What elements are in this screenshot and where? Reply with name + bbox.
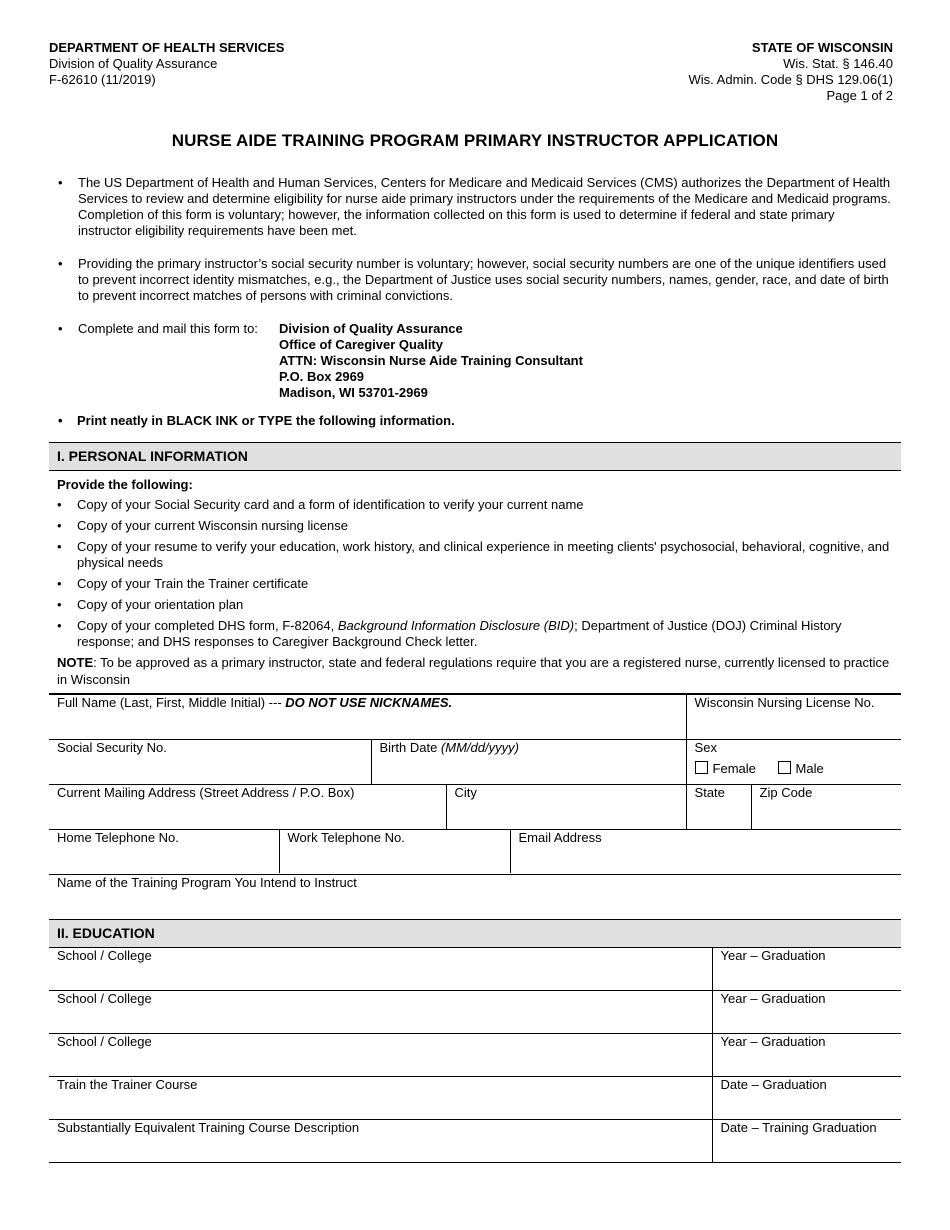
sex-options <box>695 761 894 777</box>
zip-code-field[interactable] <box>751 785 901 830</box>
graduation-date-field[interactable] <box>712 1077 901 1120</box>
male-label: Male <box>795 761 824 776</box>
intro-paragraph-cms: • The US Department of Health and Human Services, Centers for Medicare and Medicaid Services (CMS) authorizes the Department of Health Services to review and determine eligibility for nurse aide primary instructors under the requirements of the Medicare and Medicaid programs. Completion of this form is voluntary; however, the information collected on this form is used to determine if federal and state primary instructor eligibility requirements have been met. <box>49 175 891 239</box>
phone-email-table <box>49 830 901 873</box>
field-label: Social Security No. <box>57 740 167 755</box>
field-label: School / College <box>57 948 152 963</box>
education-row <box>49 1120 901 1163</box>
school-field[interactable] <box>49 991 712 1034</box>
education-row <box>49 948 901 991</box>
form-title: NURSE AIDE TRAINING PROGRAM PRIMARY INSTRUCTOR APPLICATION <box>171 131 779 150</box>
mail-line: Division of Quality Assurance <box>279 321 463 336</box>
field-label: Sex <box>694 740 717 755</box>
statute-block <box>689 40 901 104</box>
field-label: Email Address <box>518 830 602 845</box>
male-checkbox[interactable] <box>778 761 791 774</box>
state-name: STATE OF WISCONSIN <box>751 40 893 55</box>
education-row <box>49 991 901 1034</box>
list-item-text: ; Department of Justice (DOJ) Criminal History response; and DHS responses to Caregiver Background Check letter. <box>77 618 842 649</box>
field-label: Name of the Training Program You Intend to Instruct <box>57 875 357 890</box>
statute-ref: Wis. Stat. § 146.40 <box>783 56 893 71</box>
list-item: • Copy of your current Wisconsin nursing license <box>57 518 891 534</box>
mail-line: Office of Caregiver Quality <box>279 337 443 352</box>
license-number-field[interactable] <box>686 694 901 740</box>
equivalent-course-field[interactable] <box>49 1120 712 1163</box>
field-label: City <box>454 785 477 800</box>
training-program-field[interactable] <box>49 875 901 920</box>
list-item <box>57 618 891 650</box>
email-field[interactable] <box>510 830 901 873</box>
ssn-field[interactable] <box>49 740 371 785</box>
provide-heading: Provide the following: <box>57 477 193 492</box>
form-number: F-62610 (11/2019) <box>49 72 156 87</box>
field-label: Date – Training Graduation <box>720 1120 877 1135</box>
division-name: Division of Quality Assurance <box>49 56 218 71</box>
graduation-year-field[interactable] <box>712 1034 901 1077</box>
full-name-field[interactable] <box>49 694 686 740</box>
school-field[interactable] <box>49 948 712 991</box>
female-label: Female <box>712 761 756 776</box>
print-instruction: • Print neatly in BLACK INK or TYPE the following information. <box>49 413 891 429</box>
mail-line: P.O. Box 2969 <box>279 369 365 384</box>
personal-info-table <box>49 693 901 919</box>
note-text: : To be approved as a primary instructor, state and federal regulations require that you are a registered nurse, currently licensed to practice in Wisconsin <box>57 655 890 687</box>
form-row <box>49 694 901 740</box>
personal-info-instructions <box>49 477 901 688</box>
mail-address <box>279 321 583 401</box>
field-label: Birth Date <box>379 740 441 755</box>
sex-field <box>686 740 901 785</box>
required-documents-list <box>57 497 901 650</box>
form-row <box>49 875 901 920</box>
field-label: School / College <box>57 991 152 1006</box>
work-phone-field[interactable] <box>279 830 510 873</box>
form-row <box>49 785 901 830</box>
birth-date-field[interactable] <box>371 740 686 785</box>
mailing-address-field[interactable] <box>49 785 446 830</box>
graduation-year-field[interactable] <box>712 948 901 991</box>
field-label: Work Telephone No. <box>287 830 405 845</box>
female-checkbox[interactable] <box>695 761 708 774</box>
department-name: DEPARTMENT OF HEALTH SERVICES <box>49 40 285 55</box>
field-label: Home Telephone No. <box>57 830 179 845</box>
intro-paragraph-ssn: • Providing the primary instructor’s social security number is voluntary; however, social security numbers are one of the unique identifiers used to prevent incorrect identity mismatches, e.g., the Department of Justice uses social security numbers, names, gender, race, and date of birth to prevent incorrect matches of persons with criminal convictions. <box>49 256 891 304</box>
education-row <box>49 1034 901 1077</box>
note <box>57 654 901 688</box>
city-field[interactable] <box>446 785 686 830</box>
form-row <box>49 830 901 875</box>
section-education: II. EDUCATION <box>49 919 901 948</box>
education-row <box>49 1077 901 1120</box>
page-number: Page 1 of 2 <box>826 88 893 103</box>
phone-email-row <box>49 830 901 875</box>
list-item: • Copy of your resume to verify your education, work history, and clinical experience in meeting clients' psychosocial, behavioral, cognitive, and physical needs <box>57 539 891 571</box>
form-page <box>49 40 901 1163</box>
list-item: • Copy of your Social Security card and a form of identification to verify your current name <box>57 497 891 513</box>
agency-block <box>49 40 284 104</box>
field-label: State <box>694 785 725 800</box>
mail-line: Madison, WI 53701-2969 <box>279 385 428 400</box>
list-item-text: Copy of your completed DHS form, F-82064, <box>77 618 338 633</box>
field-label: Wisconsin Nursing License No. <box>694 695 875 710</box>
graduation-year-field[interactable] <box>712 991 901 1034</box>
list-item: • Copy of your Train the Trainer certificate <box>57 576 891 592</box>
nickname-warning: DO NOT USE NICKNAMES. <box>285 695 453 710</box>
field-label: Date – Graduation <box>720 1077 827 1092</box>
field-label: Year – Graduation <box>720 991 826 1006</box>
field-label: Current Mailing Address (Street Address / P.O. Box) <box>57 785 355 800</box>
training-graduation-date-field[interactable] <box>712 1120 901 1163</box>
female-option[interactable] <box>695 761 756 776</box>
male-option[interactable] <box>778 761 824 776</box>
mail-label: • Complete and mail this form to: <box>78 321 258 336</box>
mail-line: ATTN: Wisconsin Nurse Aide Training Consultant <box>279 353 583 368</box>
train-the-trainer-field[interactable] <box>49 1077 712 1120</box>
state-field[interactable] <box>686 785 751 830</box>
field-label: Zip Code <box>759 785 813 800</box>
mailing-instructions <box>49 321 891 401</box>
school-field[interactable] <box>49 1034 712 1077</box>
field-label: Year – Graduation <box>720 948 826 963</box>
admin-code-ref: Wis. Admin. Code § DHS 129.06(1) <box>688 72 893 87</box>
list-item: • Copy of your orientation plan <box>57 597 891 613</box>
section-personal-information: I. PERSONAL INFORMATION <box>49 442 901 471</box>
form-header <box>49 40 901 104</box>
note-label: NOTE <box>57 655 94 670</box>
education-table <box>49 948 901 1163</box>
field-label: Substantially Equivalent Training Course Description <box>57 1120 360 1135</box>
date-format: (MM/dd/yyyy) <box>440 740 519 755</box>
form-row <box>49 740 901 785</box>
field-label: Full Name (Last, First, Middle Initial) --- <box>57 695 286 710</box>
field-label: Year – Graduation <box>720 1034 826 1049</box>
bid-form-title: Background Information Disclosure (BID) <box>337 618 575 633</box>
field-label: School / College <box>57 1034 152 1049</box>
field-label: Train the Trainer Course <box>57 1077 198 1092</box>
home-phone-field[interactable] <box>49 830 279 873</box>
